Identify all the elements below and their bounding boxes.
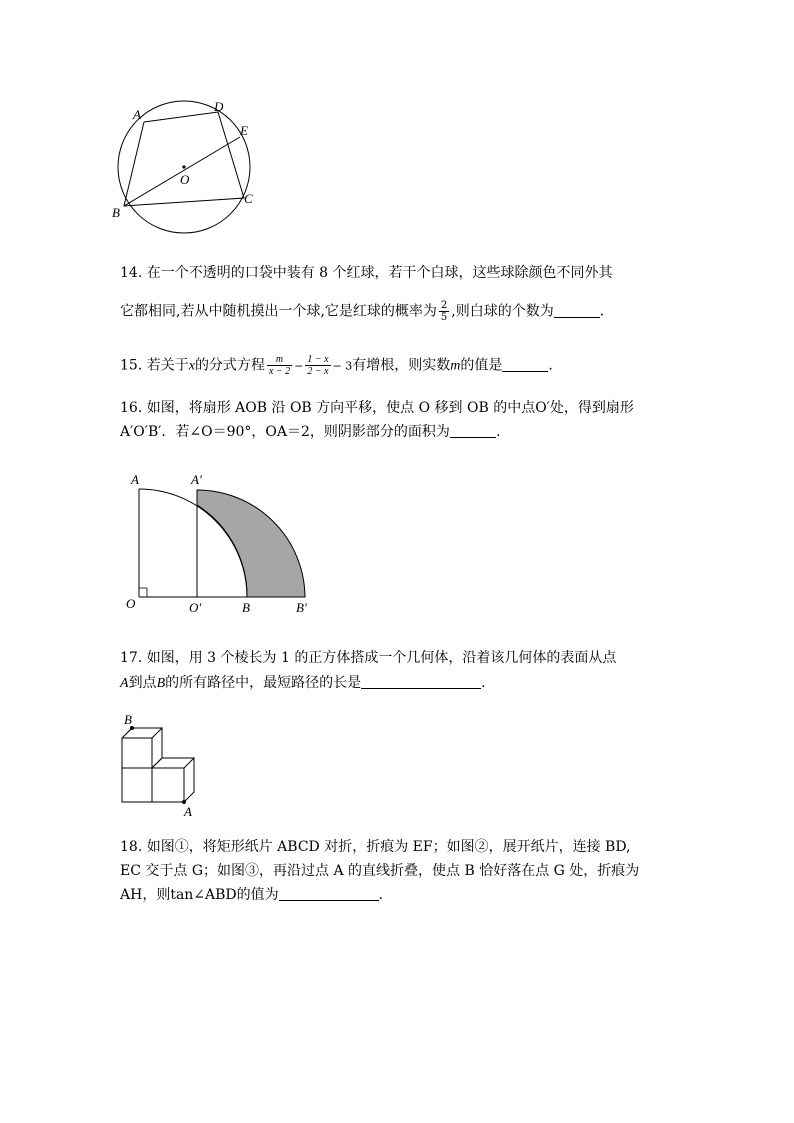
q16-line2: A′O′B′．若∠O＝90°，OA＝2，则阴影部分的面积为 .: [120, 424, 501, 440]
q17-line2: A到点B的所有路径中，最短路径的长是 .: [120, 675, 486, 691]
circle-figure: [110, 95, 290, 235]
label-c: C: [244, 191, 253, 206]
label-e: E: [240, 123, 248, 138]
label-b: B: [124, 712, 132, 727]
label-o-prime: O′: [189, 600, 202, 615]
label-b-prime: B′: [296, 600, 307, 615]
label-a: A: [184, 804, 192, 819]
q14-line2b: ,则白球的个数为: [451, 303, 554, 320]
q14-line2: 它都相同,若从中随机摸出一个球,它是红球的概率为 $\frac{2}{5}$ ,则白球的个数为 .: [120, 300, 605, 323]
q15-fraction-2: $\frac{1 - x}{2 - x}$: [307, 354, 329, 377]
shaded-region: [197, 490, 305, 597]
label-o: O: [126, 596, 136, 611]
label-d: D: [214, 99, 224, 114]
q17-line1: 17. 如图，用 3 个棱长为 1 的正方体搭成一个几何体，沿着该几何体的表面从点: [120, 650, 617, 666]
q15-fraction-1: $\frac{m}{x - 2}$: [268, 354, 291, 377]
center-point: [182, 165, 185, 168]
sector-figure: [125, 470, 325, 620]
q16-answer-blank[interactable]: [450, 423, 496, 438]
label-a: A: [133, 107, 141, 122]
q14-answer-blank[interactable]: [554, 303, 600, 318]
q18-line2: EC 交于点 G；如图③，再沿过点 A 的直线折叠，使点 B 恰好落在点 G 处，折痕为: [120, 863, 640, 879]
q17-answer-blank[interactable]: [361, 674, 481, 689]
quadrilateral-abcd: [124, 112, 244, 206]
q16-line1: 16. 如图，将扇形 AOB 沿 OB 方向平移，使点 O 移到 OB 的中点O′处，得到扇形: [120, 400, 634, 416]
q18-answer-blank[interactable]: [279, 886, 379, 901]
q15-line: 15. 若关于x的分式方程 $\frac{m}{x - 2}$ − $\frac{1 - x}{2 - x}$ − 3有增根，则实数m的值是 .: [120, 354, 553, 377]
q15-answer-blank[interactable]: [502, 357, 548, 372]
q15-var-x: x: [188, 358, 195, 374]
q18-line3: AH，则tan∠ABD的值为 .: [120, 887, 384, 903]
label-b: B: [112, 205, 120, 220]
right-angle-mark: [139, 588, 147, 597]
q14-line1: 14. 在一个不透明的口袋中装有 8 个红球，若干个白球，这些球除颜色不同外其: [120, 265, 613, 281]
label-a-prime: A′: [191, 472, 202, 487]
label-b: B: [242, 600, 250, 615]
q18-line1: 18. 如图①，将矩形纸片 ABCD 对折，折痕为 EF；如图②，展开纸片，连接 BD,: [120, 839, 631, 855]
q14-probability-fraction: $\frac{2}{5}$: [440, 300, 448, 323]
cubes-figure: [118, 712, 218, 822]
q14-line2a: 它都相同,若从中随机摸出一个球,它是红球的概率为: [120, 303, 437, 320]
label-a: A: [131, 472, 139, 487]
q15-var-m: m: [450, 358, 461, 374]
label-o: O: [180, 172, 190, 187]
